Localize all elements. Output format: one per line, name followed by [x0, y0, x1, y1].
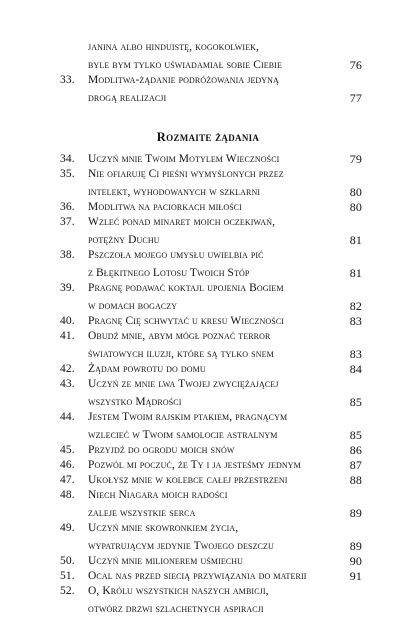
toc-entry: [60, 281, 362, 314]
entry-page-number: 81: [349, 266, 362, 280]
toc-entry: [60, 488, 362, 521]
entry-title-line: Jestem Twoim rajskim ptakiem, pragnącym: [88, 411, 288, 423]
entry-number: 35.: [60, 168, 75, 180]
entry-title-line: byle bym tylko uświadamiał sobie Ciebie: [88, 59, 282, 71]
toc-entry: [60, 458, 362, 473]
entry-title-line: wzlecieć w Twoim samolocie astralnym: [88, 429, 278, 441]
entry-title-line: z Błękitnego Lotosu Twoich Stóp: [88, 267, 250, 279]
entry-page-number: 76: [349, 58, 362, 72]
toc-entry: [60, 443, 362, 458]
toc-entry: [60, 248, 362, 281]
entry-page-number: 88: [349, 473, 362, 487]
toc-entry: [60, 200, 362, 215]
entry-title-line: Uczyń mnie skowronkiem życia,: [88, 522, 239, 534]
entry-page-number: 85: [349, 395, 362, 409]
entry-page-number: 82: [349, 299, 362, 313]
entry-title-line: wypatrującym jedynie Twojego deszczu: [88, 540, 274, 552]
entry-page-number: 89: [349, 539, 362, 553]
toc-entry: [60, 521, 362, 554]
entry-number: 34.: [60, 153, 75, 165]
entry-number: 36.: [60, 201, 75, 213]
toc-entry: [60, 554, 362, 569]
entry-title-line: zaleje wszystkie serca: [88, 507, 196, 519]
entry-number: 41.: [60, 330, 75, 342]
entry-title-line: janina albo hinduistę, kogokolwiek,: [88, 41, 260, 53]
entry-title-line: Uczyń mnie Twoim Motylem Wieczności: [88, 153, 280, 165]
entry-page-number: 81: [349, 233, 362, 247]
entry-title-line: Pragnę podawać koktajl upojenia Bogiem: [88, 282, 284, 294]
entry-title-line: otwórz drzwi szlachetnych aspiracji: [88, 603, 264, 615]
entry-page-number: 89: [349, 506, 362, 520]
entry-title-line: intelekt, wyhodowanych w szklarni: [88, 186, 261, 198]
toc-entry: [60, 40, 362, 73]
entry-page-number: 87: [349, 458, 362, 472]
entry-number: 38.: [60, 249, 75, 261]
entry-number: 43.: [60, 378, 75, 390]
entry-title-line: Pozwól mi poczuć, że Ty i ja jesteśmy jednym: [88, 459, 301, 471]
entry-page-number: 91: [349, 569, 362, 583]
entry-page-number: 80: [349, 200, 362, 214]
entry-title-line: Uczyń ze mnie lwa Twojej zwyciężającej: [88, 378, 279, 390]
entry-page-number: 90: [349, 554, 362, 568]
entry-number: 37.: [60, 216, 75, 228]
toc-top: [60, 40, 362, 106]
entry-title-line: Uczyń mnie milionerem uśmiechu: [88, 555, 244, 567]
entry-number: 46.: [60, 459, 75, 471]
entry-number: 51.: [60, 570, 75, 582]
entry-title-line: Pragnę Cię schwytać u kresu Wieczności: [88, 315, 285, 327]
entry-title-line: Ocal nas przed siecią przywiązania do materii: [88, 570, 307, 582]
entry-page-number: 79: [349, 152, 362, 166]
entry-page-number: 77: [349, 91, 362, 105]
entry-title-line: Obudź mnie, abym mógł poznać terror: [88, 330, 271, 342]
entry-title-line: Modlitwa na paciorkach miłości: [88, 201, 243, 213]
toc-entry: [60, 314, 362, 329]
toc-entry: [60, 410, 362, 443]
entry-title-line: Ukołysz mnie w kolebce całej przestrzeni: [88, 474, 288, 486]
toc-list: [60, 152, 362, 617]
entry-number: 40.: [60, 315, 75, 327]
entry-page-number: 80: [349, 185, 362, 199]
toc-entry: [60, 569, 362, 584]
entry-title-line: Przyjdź do ogrodu moich snów: [88, 444, 235, 456]
entry-number: 44.: [60, 411, 75, 423]
entry-number: 45.: [60, 444, 75, 456]
entry-title-line: Żądam powrotu do domu: [88, 363, 206, 375]
entry-title-line: światowych iluzji, które są tylko snem: [88, 348, 274, 360]
entry-title-line: potężny Duchu: [88, 234, 160, 246]
entry-number: 33.: [60, 74, 75, 86]
entry-page-number: 84: [349, 362, 362, 376]
toc-entry: [60, 152, 362, 167]
entry-number: 48.: [60, 489, 75, 501]
toc-entry: [60, 377, 362, 410]
toc-entry: [60, 167, 362, 200]
entry-number: 50.: [60, 555, 75, 567]
toc-entry: [60, 362, 362, 377]
toc-entry: [60, 73, 362, 106]
toc-entry: [60, 473, 362, 488]
toc-entry: [60, 584, 362, 617]
entry-title-line: Nie ofiaruję Ci pieśni wymyślonych przez: [88, 168, 284, 180]
entry-page-number: 85: [349, 428, 362, 442]
section-title: Rozmaite żądania: [156, 130, 260, 144]
entry-title-line: Wzleć ponad minaret moich oczekiwań,: [88, 216, 276, 228]
toc-entry: [60, 329, 362, 362]
entry-page-number: 83: [349, 314, 362, 328]
toc-entry: [60, 215, 362, 248]
entry-number: 49.: [60, 522, 75, 534]
entry-title-line: Pszczoła mojego umysłu uwielbia pić: [88, 249, 264, 261]
entry-number: 42.: [60, 363, 75, 375]
entry-title-line: wszystko Mądrości: [88, 396, 182, 408]
entry-page-number: 83: [349, 347, 362, 361]
entry-title-line: drogą realizacji: [88, 92, 167, 104]
entry-title-line: Modlitwa-żądanie podróżowania jedyną: [88, 74, 279, 86]
entry-title-line: w domach bogaczy: [88, 300, 178, 312]
entry-page-number: 86: [349, 443, 362, 457]
entry-number: 39.: [60, 282, 75, 294]
entry-title-line: Niech Niagara moich radości: [88, 489, 228, 501]
entry-title-line: O, Królu wszystkich naszych ambicji,: [88, 585, 269, 597]
entry-number: 47.: [60, 474, 75, 486]
entry-number: 52.: [60, 585, 75, 597]
